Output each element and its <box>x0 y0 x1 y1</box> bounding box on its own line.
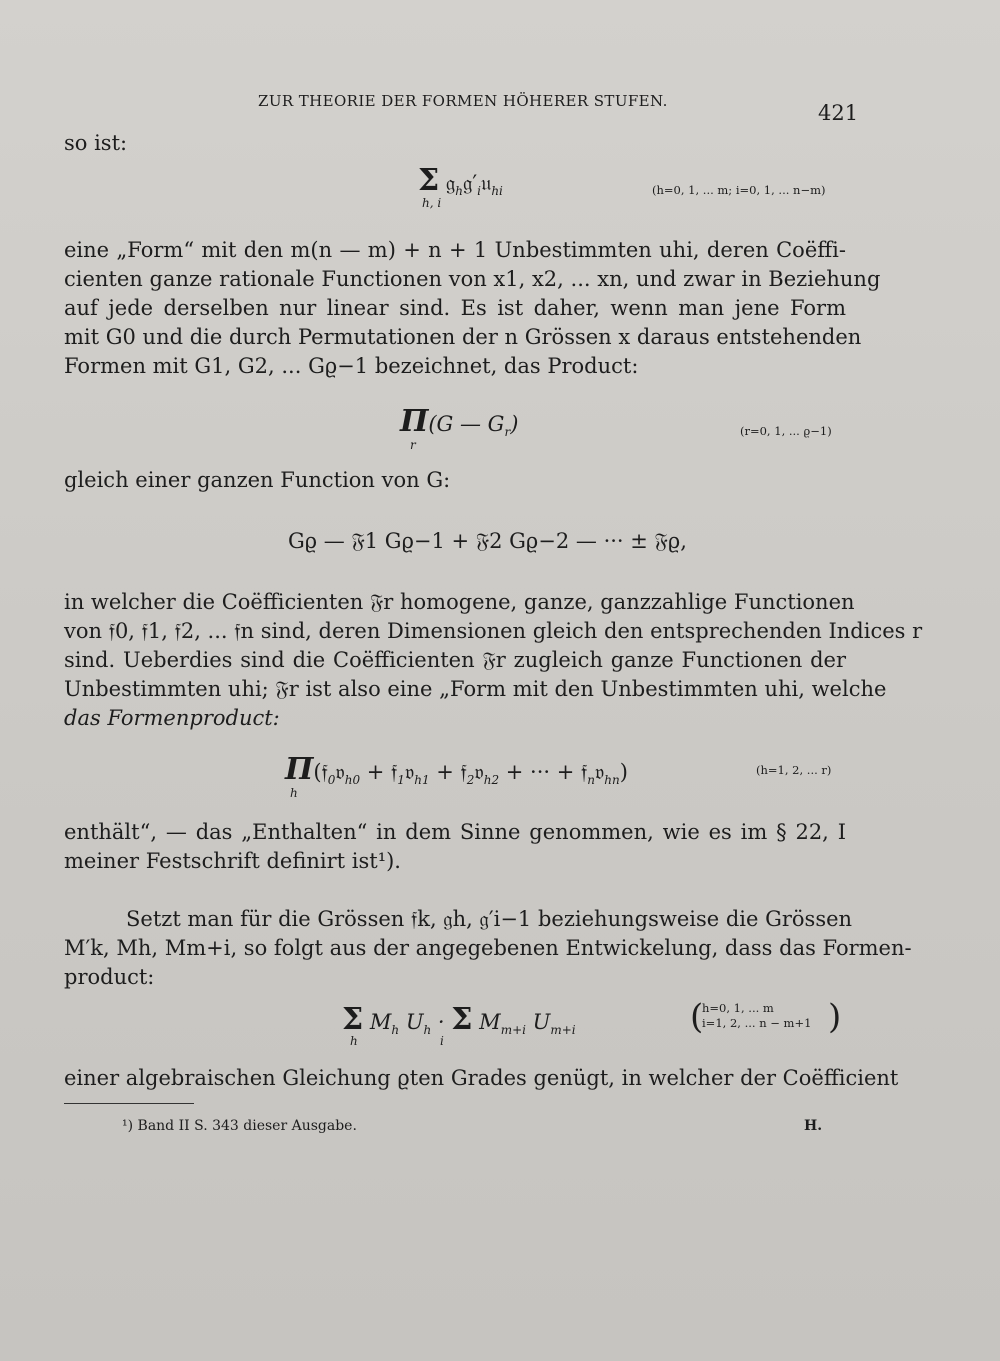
formula-2: Π(G — $G_r$) <box>400 404 519 439</box>
p3-line-2: von 𝔣0, 𝔣1, 𝔣2, ... 𝔣n sind, deren Dimensionen gleich den entsprechenden Indices r <box>64 619 923 643</box>
text-p2: gleich einer ganzen Function von G: <box>64 468 451 492</box>
formula-5-paren-close: ) <box>828 997 842 1037</box>
footnote-signature: H. <box>804 1118 823 1134</box>
footnote-rule <box>64 1103 194 1104</box>
p5-line-1: Setzt man für die Grössen 𝔣k, 𝔤h, 𝔤′i−1 beziehungsweise die Grössen <box>126 907 853 931</box>
page-number: 421 <box>818 101 859 125</box>
p5-line-2: M′k, Mh, Mm+i, so folgt aus der angegebenen Entwickelung, dass das Formen- <box>64 936 912 960</box>
formula-4-index: h <box>290 786 298 800</box>
p3-line-5: das Formenproduct: <box>64 706 280 730</box>
formula-1-condition: (h=0, 1, ... m; i=0, 1, ... n−m) <box>652 183 826 197</box>
footnote: ¹) Band II S. 343 dieser Ausgabe. <box>122 1118 357 1134</box>
formula-5-index-i: i <box>440 1034 444 1048</box>
formula-5-condition-2: i=1, 2, ... n − m+1 <box>702 1016 812 1030</box>
p5-line-3: product: <box>64 965 155 989</box>
p3-line-1: in welcher die Coëfficienten 𝔉r homogene, ganze, ganzzahlige Functionen <box>64 590 855 614</box>
formula-2-condition: (r=0, 1, ... ϱ−1) <box>740 424 832 438</box>
text-so-ist: so ist: <box>64 131 128 155</box>
formula-3: Gϱ — 𝔉1 Gϱ−1 + 𝔉2 Gϱ−2 — ··· ± 𝔉ϱ, <box>288 529 687 553</box>
formula-5-condition-1: h=0, 1, ... m <box>702 1001 774 1015</box>
formula-4-condition: (h=1, 2, ... r) <box>756 763 832 777</box>
p3-line-4: Unbestimmten uhi; 𝔉r ist also eine „Form mit den Unbestimmten uhi, welche <box>64 677 887 701</box>
p4-line-1: enthält“, — das „Enthalten“ in dem Sinne genommen, wie es im § 22, I <box>64 820 846 844</box>
running-header: ZUR THEORIE DER FORMEN HÖHERER STUFEN. <box>258 92 668 110</box>
formula-5-index-h: h <box>350 1034 358 1048</box>
p6-line-1: einer algebraischen Gleichung ϱten Grades genügt, in welcher der Coëfficient <box>64 1066 899 1090</box>
formula-5-paren-open: ( <box>690 997 704 1037</box>
p4-line-2: meiner Festschrift definirt ist¹). <box>64 849 401 873</box>
p1-line-5: Formen mit G1, G2, ... Gϱ−1 bezeichnet, das Product: <box>64 354 639 378</box>
formula-4: Π(𝔣$_0$𝔳$_{h0}$ + 𝔣$_1$𝔳$_{h1}$ + 𝔣$_2$𝔳$_{h2}$ + ··· + 𝔣$_n$𝔳$_{hn}$) <box>285 752 628 787</box>
p1-line-4: mit G0 und die durch Permutationen der n Grössen x daraus entstehenden <box>64 325 862 349</box>
p3-line-3: sind. Ueberdies sind die Coëfficienten 𝔉r zugleich ganze Functionen der <box>64 648 846 672</box>
formula-5: Σ $M_h$ $U_h \cdot \Sigma$ $M_{m+i}$ $U_{m+i}$ <box>342 1002 576 1037</box>
p1-line-3: auf jede derselben nur linear sind. Es ist daher, wenn man jene Form <box>64 296 846 320</box>
p1-line-2: cienten ganze rationale Functionen von x1, x2, ... xn, und zwar in Beziehung <box>64 267 881 291</box>
formula-2-index: r <box>410 438 416 452</box>
formula-1-index: h, i <box>422 196 442 210</box>
formula-1: Σ $𝔤_h𝔤'_i𝔲_{hi}$ <box>418 163 503 198</box>
p1-line-1: eine „Form“ mit den m(n — m) + n + 1 Unbestimmten uhi, deren Coëffi- <box>64 238 846 262</box>
